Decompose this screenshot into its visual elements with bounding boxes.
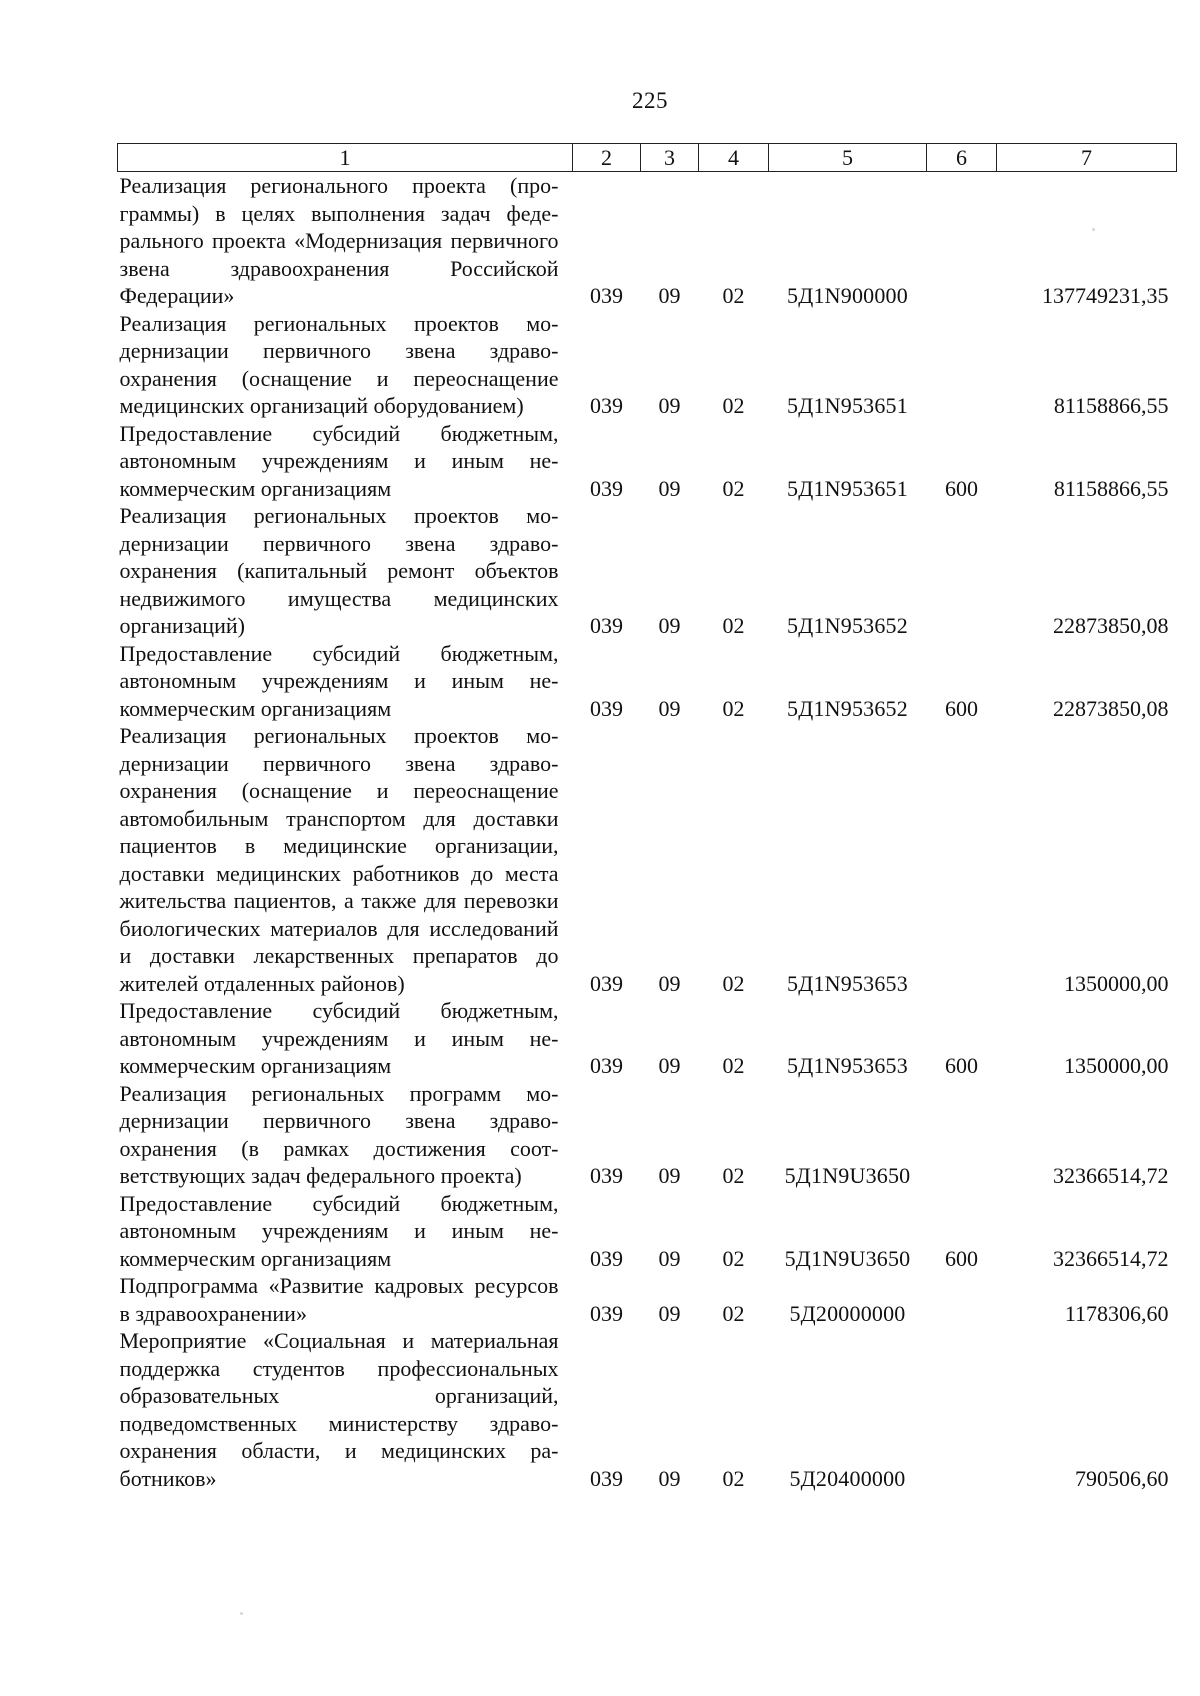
row-csr: 5Д20000000 bbox=[789, 1300, 906, 1326]
row-ved: 039 bbox=[590, 1245, 623, 1271]
row-csr: 5Д1N9U3650 bbox=[784, 1163, 911, 1188]
row-pr: 02 bbox=[722, 1465, 745, 1491]
row-name: Реализация региональных программ модернизации первичного звена здравоохранения (в рамках достижения соответствующих задач федерального проекта) bbox=[119, 1080, 559, 1188]
row-csr: 5Д1N953653 bbox=[787, 970, 908, 996]
row-ved: 039 bbox=[590, 970, 623, 996]
row-name: Предоставление субсидий бюджетным, автономным учреждениям и иным некоммерческим организациям bbox=[119, 1190, 559, 1271]
row-ved: 039 bbox=[590, 283, 623, 308]
row-csr: 5Д1N900000 bbox=[787, 283, 908, 308]
row-vr: 600 bbox=[945, 695, 978, 721]
header-col-3: 3 bbox=[641, 144, 699, 172]
row-vr bbox=[927, 1272, 997, 1327]
table-row bbox=[118, 310, 1177, 420]
row-amount: 1178306,60 bbox=[1064, 1300, 1169, 1326]
row-pr: 02 bbox=[722, 1300, 745, 1326]
table-row bbox=[118, 1190, 1177, 1273]
row-rz: 09 bbox=[658, 283, 681, 308]
table-row bbox=[118, 502, 1177, 640]
row-ved: 039 bbox=[590, 1163, 623, 1188]
row-rz: 09 bbox=[658, 1163, 681, 1188]
row-ved: 039 bbox=[590, 475, 623, 501]
row-name: Реализация региональных проектов модернизации первичного звена здравоохранения (капитальный ремонт объектов недвижимого имущества медицинских организаций) bbox=[119, 503, 559, 638]
row-amount: 32366514,72 bbox=[1053, 1245, 1169, 1271]
row-name: Реализация регионального проекта (программы) в целях выполнения задач федерального проекта «Модернизация первичного звена здравоохранения Российской Федерации» bbox=[119, 173, 559, 308]
row-name: Предоставление субсидий бюджетным, автономным учреждениям и иным некоммерческим организациям bbox=[119, 420, 559, 501]
table-row bbox=[118, 1327, 1177, 1492]
row-csr: 5Д1N953651 bbox=[787, 475, 908, 501]
row-vr bbox=[927, 502, 997, 640]
row-vr: 600 bbox=[945, 1053, 978, 1078]
row-name: Мероприятие «Социальная и материальная поддержка студентов профессиональных образовательных организаций, подведомственных министерству здравоохранения области, и медицинских работников» bbox=[119, 1328, 559, 1491]
table-header bbox=[118, 144, 1177, 172]
row-pr: 02 bbox=[722, 1163, 745, 1188]
row-ved: 039 bbox=[590, 393, 623, 418]
row-vr bbox=[927, 1080, 997, 1190]
row-csr: 5Д1N953653 bbox=[787, 1053, 908, 1078]
row-vr bbox=[927, 172, 997, 310]
row-csr: 5Д1N953652 bbox=[787, 695, 908, 721]
header-col-2: 2 bbox=[573, 144, 641, 172]
table-row bbox=[118, 722, 1177, 997]
row-rz: 09 bbox=[658, 1465, 681, 1491]
row-ved: 039 bbox=[590, 695, 623, 721]
page-number: 225 bbox=[632, 88, 668, 113]
row-name: Предоставление субсидий бюджетным, автономным учреждениям и иным некоммерческим организациям bbox=[119, 998, 559, 1078]
row-amount: 137749231,35 bbox=[1042, 283, 1169, 308]
row-name: Реализация региональных проектов модернизации первичного звена здравоохранения (оснащение и переоснащение автомобильным транспортом для доставки пациентов в медицинские организации, доставки медицинских работников до места жительства пациентов, а также для перевозки биологических материалов для исследований и доставки лекарственных препаратов до жителей отдаленных районов) bbox=[119, 723, 559, 996]
row-pr: 02 bbox=[722, 970, 745, 996]
row-amount: 1350000,00 bbox=[1064, 970, 1169, 996]
row-pr: 02 bbox=[722, 695, 745, 721]
row-ved: 039 bbox=[590, 1053, 623, 1078]
header-col-6: 6 bbox=[927, 144, 997, 172]
table-body bbox=[118, 172, 1177, 1493]
table-row bbox=[118, 1080, 1177, 1190]
scan-speck bbox=[240, 1612, 243, 1615]
header-col-7: 7 bbox=[997, 144, 1177, 172]
row-ved: 039 bbox=[590, 613, 623, 638]
row-rz: 09 bbox=[658, 613, 681, 638]
row-amount: 32366514,72 bbox=[1053, 1163, 1169, 1188]
row-rz: 09 bbox=[658, 695, 681, 721]
row-csr: 5Д1N953652 bbox=[787, 613, 908, 638]
table-row bbox=[118, 997, 1177, 1080]
row-csr: 5Д20400000 bbox=[789, 1465, 906, 1491]
table-row bbox=[118, 640, 1177, 723]
row-vr bbox=[927, 722, 997, 997]
row-amount: 81158866,55 bbox=[1053, 393, 1169, 418]
row-amount: 1350000,00 bbox=[1064, 1053, 1169, 1078]
budget-table bbox=[117, 143, 1177, 1492]
table-row bbox=[118, 420, 1177, 503]
row-pr: 02 bbox=[722, 393, 745, 418]
row-name: Предоставление субсидий бюджетным, автономным учреждениям и иным некоммерческим организациям bbox=[119, 640, 559, 721]
header-row bbox=[118, 144, 1177, 172]
row-vr: 600 bbox=[945, 1245, 978, 1271]
header-col-5: 5 bbox=[769, 144, 927, 172]
scan-speck bbox=[1092, 228, 1095, 231]
row-amount: 790506,60 bbox=[1075, 1465, 1169, 1491]
row-pr: 02 bbox=[722, 1245, 745, 1271]
row-rz: 09 bbox=[658, 1300, 681, 1326]
row-rz: 09 bbox=[658, 1245, 681, 1271]
row-name: Реализация региональных проектов модернизации первичного звена здравоохранения (оснащение и переоснащение медицинских организаций оборудованием) bbox=[119, 310, 559, 418]
row-ved: 039 bbox=[590, 1300, 623, 1326]
header-col-1: 1 bbox=[118, 144, 573, 172]
row-rz: 09 bbox=[658, 393, 681, 418]
row-rz: 09 bbox=[658, 1053, 681, 1078]
row-pr: 02 bbox=[722, 613, 745, 638]
row-rz: 09 bbox=[658, 970, 681, 996]
row-pr: 02 bbox=[722, 283, 745, 308]
header-col-4: 4 bbox=[699, 144, 769, 172]
row-ved: 039 bbox=[590, 1465, 623, 1491]
row-amount: 22873850,08 bbox=[1053, 695, 1169, 721]
table-row bbox=[118, 172, 1177, 310]
row-pr: 02 bbox=[722, 1053, 745, 1078]
row-rz: 09 bbox=[658, 475, 681, 501]
row-vr bbox=[927, 1327, 997, 1492]
row-csr: 5Д1N9U3650 bbox=[784, 1245, 911, 1271]
row-name: Подпрограмма «Развитие кадровых ресурсов в здравоохранении» bbox=[119, 1273, 559, 1326]
row-csr: 5Д1N953651 bbox=[787, 393, 908, 418]
row-amount: 22873850,08 bbox=[1053, 613, 1169, 638]
row-pr: 02 bbox=[722, 475, 745, 501]
row-vr: 600 bbox=[945, 475, 978, 501]
row-amount: 81158866,55 bbox=[1053, 475, 1169, 501]
row-vr bbox=[927, 310, 997, 420]
table-row bbox=[118, 1272, 1177, 1327]
